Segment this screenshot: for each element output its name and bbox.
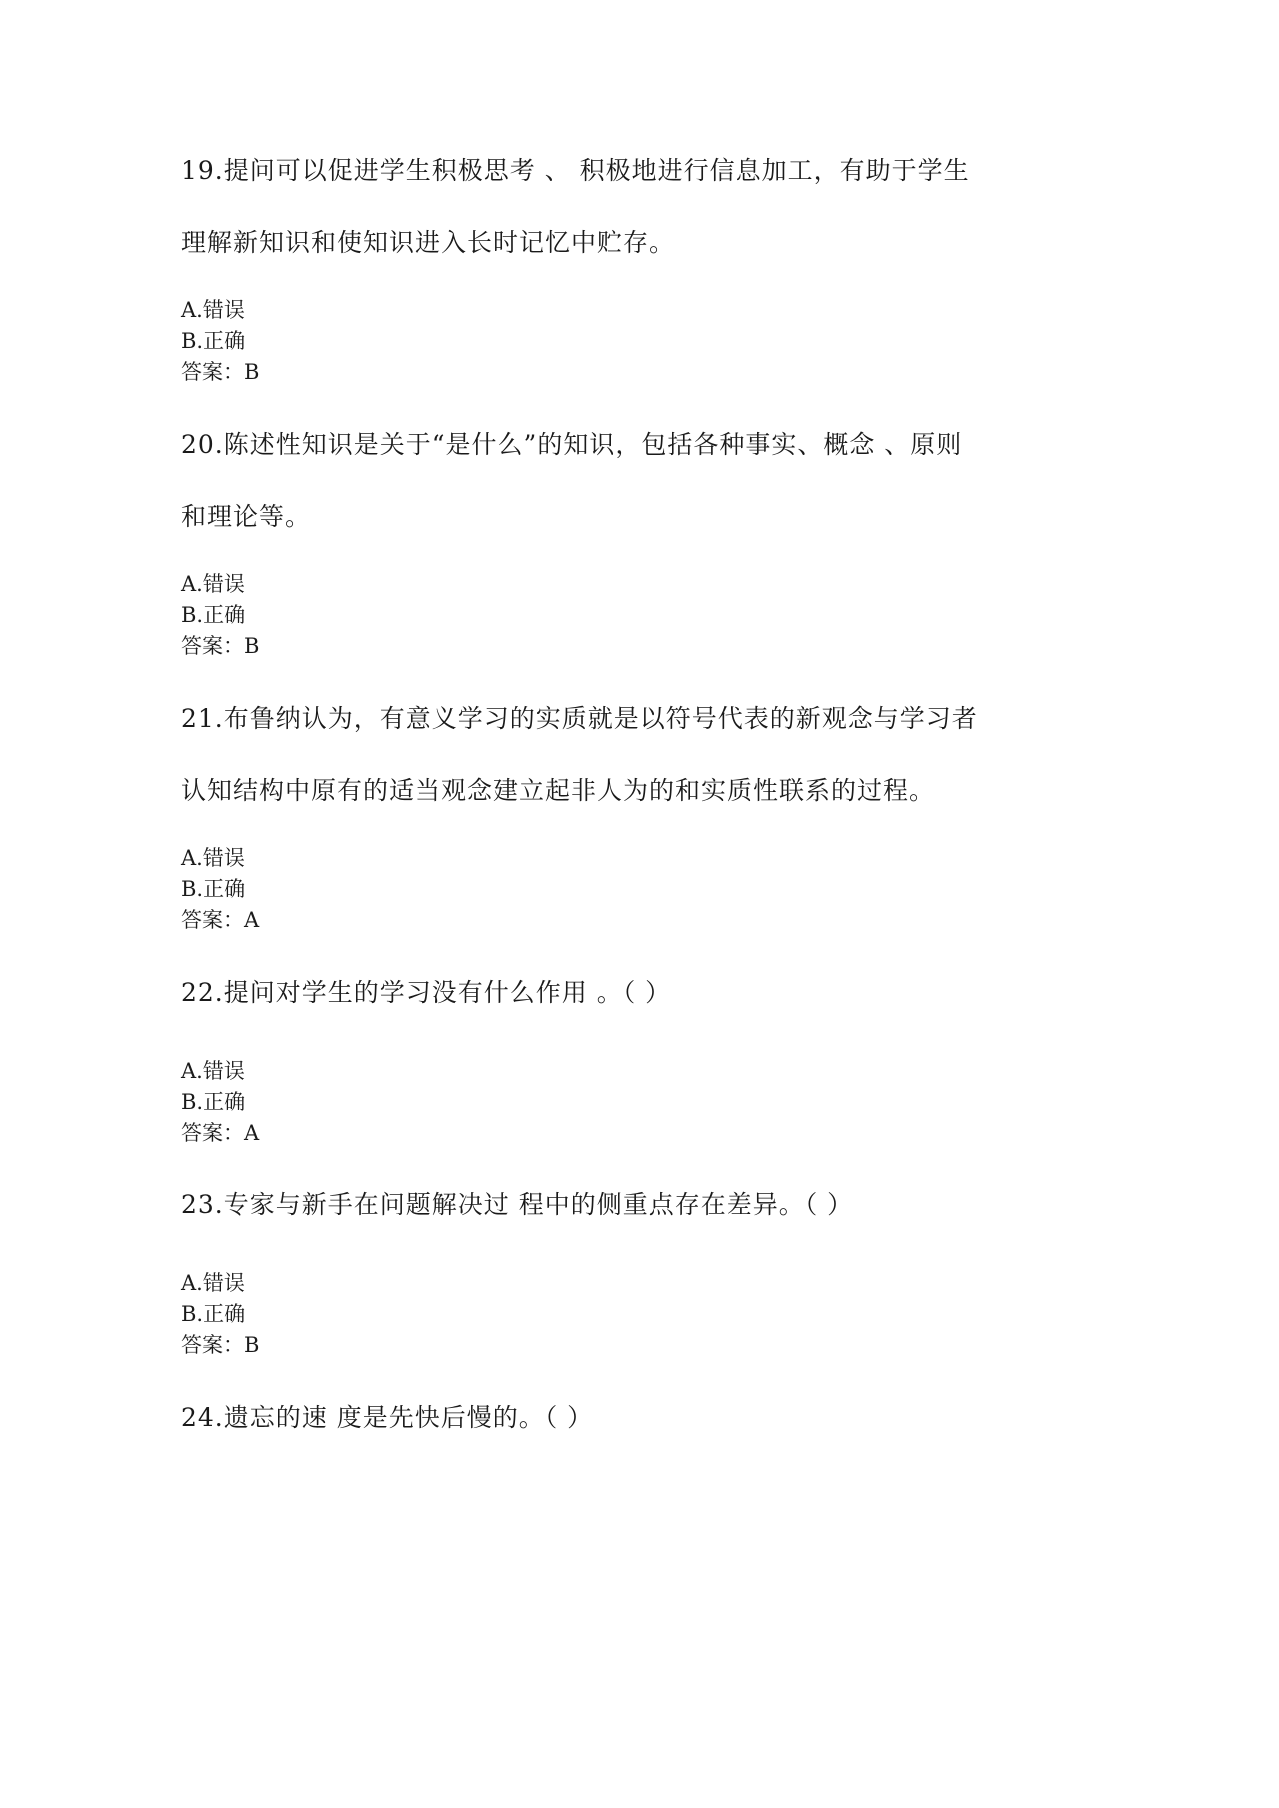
- question-19: [181, 135, 1081, 279]
- question-text-line: 21.布鲁纳认为，有意义学习的实质就是以符号代表的新观念与学习者: [181, 704, 978, 733]
- option-a: A.错误: [181, 846, 245, 870]
- option-a: A.错误: [181, 298, 245, 322]
- option-b: B.正确: [181, 603, 246, 627]
- question-22: [181, 957, 1081, 1029]
- option-b: B.正确: [181, 877, 246, 901]
- question-21-options: [181, 843, 1081, 936]
- option-b: B.正确: [181, 1302, 246, 1326]
- option-a: A.错误: [181, 1271, 245, 1295]
- question-22-options: [181, 1056, 1081, 1149]
- question-20: [181, 409, 1081, 553]
- answer: 答案：B: [181, 634, 260, 658]
- question-text-line: 23.专家与新手在问题解决过 程中的侧重点存在差异。（ ）: [181, 1190, 854, 1219]
- answer: 答案：B: [181, 360, 260, 384]
- option-b: B.正确: [181, 1090, 246, 1114]
- question-23: [181, 1169, 1081, 1241]
- question-text-line: 认知结构中原有的适当观念建立起非人为的和实质性联系的过程。: [181, 776, 936, 805]
- question-text-line: 24.遗忘的速 度是先快后慢的。（ ）: [181, 1403, 594, 1432]
- answer: 答案：B: [181, 1333, 260, 1357]
- question-text-line: 和理论等。: [181, 502, 312, 531]
- option-a: A.错误: [181, 1059, 245, 1083]
- question-19-options: [181, 295, 1081, 388]
- option-b: B.正确: [181, 329, 246, 353]
- question-text-line: 理解新知识和使知识进入长时记忆中贮存。: [181, 228, 676, 257]
- question-text-line: 20.陈述性知识是关于“是什么”的知识，包括各种事实、概念 、原则: [181, 430, 963, 459]
- question-20-options: [181, 569, 1081, 662]
- option-a: A.错误: [181, 572, 245, 596]
- answer: 答案：A: [181, 1121, 260, 1145]
- question-text-line: 19.提问可以促进学生积极思考 、 积极地进行信息加工，有助于学生: [181, 156, 970, 185]
- question-23-options: [181, 1268, 1081, 1361]
- question-text-line: 22.提问对学生的学习没有什么作用 。（ ）: [181, 978, 672, 1007]
- question-21: [181, 683, 1081, 827]
- answer: 答案：A: [181, 908, 260, 932]
- question-24: [181, 1382, 1081, 1454]
